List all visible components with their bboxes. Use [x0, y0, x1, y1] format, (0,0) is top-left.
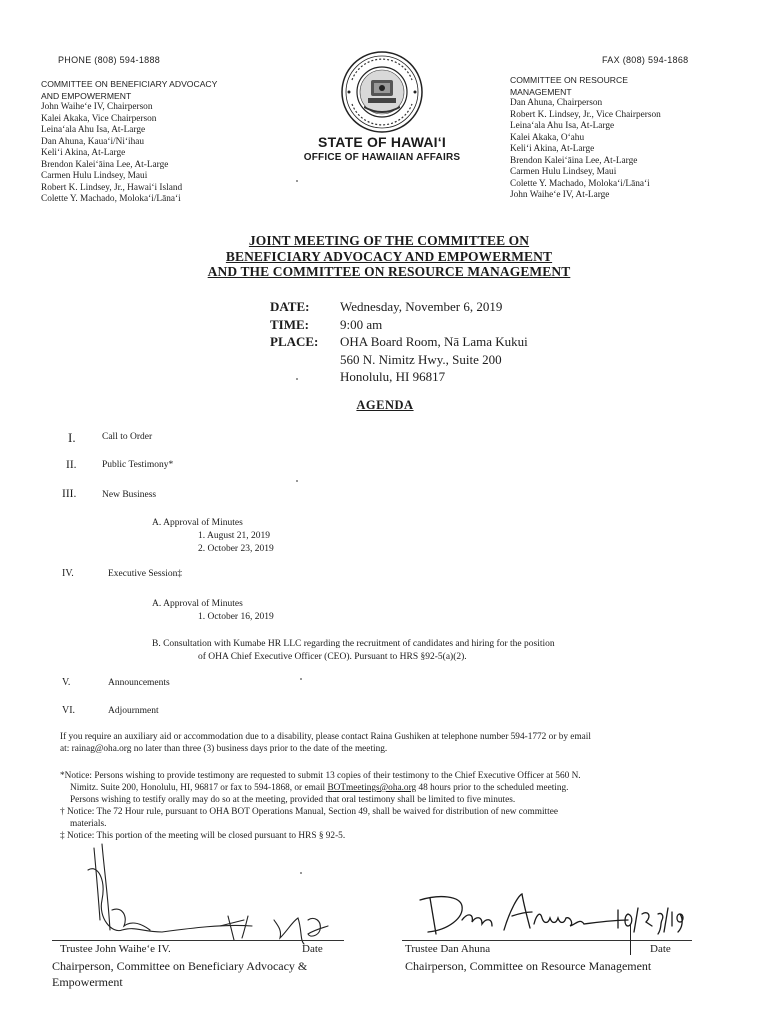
phone-number: PHONE (808) 594-1888: [58, 55, 161, 65]
agenda-item-number: I.: [68, 430, 76, 445]
exec-session-b-line1: B. Consultation with Kumabe HR LLC regarding the recruitment of candidates and hiring for the position: [152, 639, 555, 649]
roster-line: Robert K. Lindsey, Jr., Vice Chairperson: [510, 109, 661, 120]
agenda-item-number: III.: [62, 488, 77, 500]
place-label: PLACE:: [270, 334, 319, 349]
agenda-item-number: VI.: [62, 705, 76, 716]
scan-speck: [296, 180, 298, 182]
meeting-place-line: OHA Board Room, Nā Lama Kukui: [340, 334, 528, 349]
accommodation-line: If you require an auxiliary aid or accommodation due to a disability, please contact Raina Gushiken at telephone number 594-1772 or by email: [60, 732, 591, 742]
scan-speck: [296, 378, 298, 380]
meeting-info-values: [340, 298, 600, 386]
accommodation-notice: [60, 731, 730, 755]
meeting-title-line: JOINT MEETING OF THE COMMITTEE ON: [248, 233, 530, 248]
notice-line: Persons wishing to testify orally may do so at the meeting, provided that oral testimony shall be limited to five minutes.: [70, 795, 516, 805]
left-date-label: Date: [302, 943, 323, 955]
new-business-a: A. Approval of Minutes: [152, 518, 243, 528]
agenda-item-number: V.: [62, 677, 71, 688]
new-business-a1: 1. August 21, 2019: [198, 531, 271, 541]
roster-line: John Waihe‘e IV, Chairperson: [41, 102, 153, 112]
right-signer-name: Trustee Dan Ahuna: [405, 943, 491, 955]
date-label: DATE:: [270, 299, 310, 314]
signature-john-waihee: [52, 840, 362, 950]
meeting-place-line: Honolulu, HI 96817: [340, 369, 446, 384]
agenda-item-label: Announcements: [108, 678, 170, 688]
signature-line: [402, 940, 692, 941]
notice-text: Nimitz. Suite 200, Honolulu, HI, 96817 or fax to 594-1868, or email: [70, 783, 328, 793]
new-business-a2: 2. October 23, 2019: [198, 544, 274, 554]
roster-line: Keli‘i Akina, At-Large: [41, 148, 126, 158]
committee-right-roster: [510, 75, 750, 202]
roster-heading: AND EMPOWERMENT: [41, 90, 132, 101]
email-link[interactable]: BOTmeetings@oha.org: [327, 783, 417, 793]
agenda-item-label: Adjournment: [108, 706, 159, 716]
caption-line: Empowerment: [52, 975, 123, 989]
exec-session-a1: 1. October 16, 2019: [198, 612, 274, 622]
roster-line: John Waihe‘e IV, At-Large: [510, 190, 610, 200]
roster-line: Kalei Akaka, O‘ahu: [510, 132, 585, 143]
meeting-title-line: AND THE COMMITTEE ON RESOURCE MANAGEMENT: [207, 264, 571, 279]
notice-text: 48 hours prior to the scheduled meeting.: [416, 783, 569, 793]
roster-line: Kalei Akaka, Vice Chairperson: [41, 113, 157, 124]
state-title: STATE OF HAWAI‘I: [318, 134, 446, 150]
roster-line: Leina‘ala Ahu Isa, At-Large: [510, 121, 615, 131]
meeting-info-labels: [270, 298, 332, 351]
roster-line: Brendon Kalei‘āina Lee, At-Large: [510, 155, 638, 166]
right-signer-title: Chairperson, Committee on Resource Management: [405, 959, 652, 973]
meeting-time: 9:00 am: [340, 316, 383, 332]
notice-line: ‡ Notice: This portion of the meeting will be closed pursuant to HRS § 92-5.: [60, 831, 346, 841]
scan-speck: [300, 872, 302, 874]
agenda-item-label: Call to Order: [102, 432, 153, 442]
roster-line: Brendon Kalei‘āina Lee, At-Large: [41, 159, 169, 170]
committee-left-roster: [41, 79, 271, 206]
notice-line: † Notice: The 72 Hour rule, pursuant to OHA BOT Operations Manual, Section 49, shall be waived for distribution of new committee: [60, 807, 558, 817]
scan-speck: [296, 480, 298, 482]
roster-line: Colette Y. Machado, Moloka‘i/Lāna‘i: [41, 194, 181, 204]
roster-line: Carmen Hulu Lindsey, Maui: [41, 171, 148, 181]
meeting-date: Wednesday, November 6, 2019: [340, 299, 503, 314]
office-title: OFFICE OF HAWAIIAN AFFAIRS: [303, 152, 461, 163]
meeting-title-line: BENEFICIARY ADVOCACY AND EMPOWERMENT: [225, 248, 553, 264]
roster-line: Carmen Hulu Lindsey, Maui: [510, 167, 617, 177]
notice-line: materials.: [70, 819, 107, 829]
testimony-notice: [60, 770, 730, 842]
caption-line: Chairperson, Committee on Beneficiary Advocacy &: [52, 959, 308, 973]
agenda-item-number: II.: [66, 459, 77, 471]
notice-line: *Notice: Persons wishing to provide testimony are requested to submit 13 copies of their testimony to the Chief Executive Officer at 560 N.: [60, 771, 581, 781]
state-seal-icon: [340, 50, 424, 134]
agenda-item-label: Public Testimony*: [102, 460, 174, 470]
notice-line: [60, 782, 730, 794]
roster-line: Robert K. Lindsey, Jr., Hawai‘i Island: [41, 182, 183, 193]
accommodation-line: at: rainag@oha.org no later than three (3) business days prior to the date of the meeting.: [60, 744, 388, 754]
exec-session-b-line2: of OHA Chief Executive Officer (CEO). Pursuant to HRS §92-5(a)(2).: [198, 652, 467, 662]
left-signer-name: Trustee John Waihe‘e IV.: [60, 943, 171, 955]
agenda-heading: AGENDA: [356, 398, 414, 412]
roster-line: Dan Ahuna, Chairperson: [510, 98, 603, 108]
roster-heading: MANAGEMENT: [510, 86, 572, 97]
roster-heading: COMMITTEE ON BENEFICIARY ADVOCACY: [41, 79, 218, 89]
time-label: TIME:: [270, 316, 309, 332]
meeting-place-line: 560 N. Nimitz Hwy., Suite 200: [340, 351, 502, 367]
left-signer-title: [52, 958, 372, 990]
roster-line: Dan Ahuna, Kaua‘i/Ni‘ihau: [41, 136, 145, 147]
date-divider: [630, 925, 631, 955]
roster-line: Colette Y. Machado, Moloka‘i/Lāna‘i: [510, 178, 650, 189]
roster-heading: COMMITTEE ON RESOURCE: [510, 75, 628, 85]
signature-dan-ahuna: [400, 880, 690, 940]
signature-line: [52, 940, 344, 941]
scan-speck: [300, 678, 302, 680]
right-date-label: Date: [650, 943, 671, 955]
roster-line: Keli‘i Akina, At-Large: [510, 144, 595, 154]
exec-session-a: A. Approval of Minutes: [152, 599, 243, 609]
meeting-title: [195, 233, 583, 280]
agenda-item-label: Executive Session‡: [108, 569, 183, 579]
roster-line: Leina‘ala Ahu Isa, At-Large: [41, 125, 146, 135]
agenda-item-number: IV.: [62, 568, 74, 579]
agenda-item-label: New Business: [102, 490, 157, 500]
fax-number: FAX (808) 594-1868: [602, 55, 689, 65]
